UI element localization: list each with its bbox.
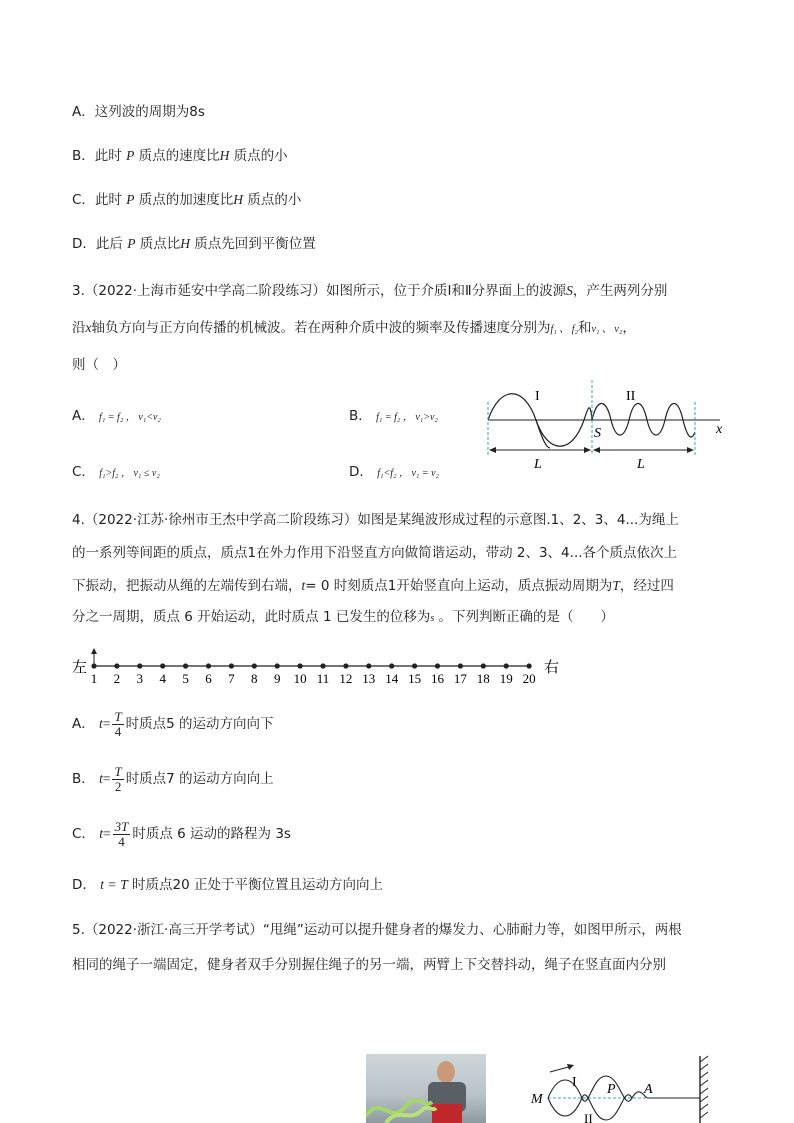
rope-particle-number: 7 xyxy=(228,671,235,686)
label-length-2: L xyxy=(637,457,645,472)
q2-option-d: D．此后 P 质点比H 质点先回到平衡位置 xyxy=(72,236,316,252)
label-ii: II xyxy=(584,1111,593,1123)
label-length-1: L xyxy=(534,457,542,472)
label-x-axis: x xyxy=(716,422,723,437)
rope-right xyxy=(386,1108,436,1123)
q3-wave-figure xyxy=(484,380,734,472)
rope-particle xyxy=(160,663,165,668)
up-arrow-icon xyxy=(91,648,97,654)
rope-particle-number: 18 xyxy=(476,671,490,686)
q4-option-b: B． t= $\frac{T}{2}$ 时质点7 的运动方向向上 xyxy=(72,763,274,794)
arrowhead-icon xyxy=(489,447,496,453)
q3-option-d: D． f₁<f₂ ， v₁ = v₂ xyxy=(349,464,440,480)
q4-rope-figure xyxy=(70,647,570,687)
arrowhead-icon xyxy=(584,447,591,453)
q3-stem-line1: 3.（2022·上海市延安中学高二阶段练习）如图所示，位于介质Ⅰ和Ⅱ分界面上的波源S，产生两列分别 xyxy=(72,283,668,299)
q3-option-b: B． f₁ = f₂ ， v₁>v₂ xyxy=(349,408,438,424)
rope-particle-number: 12 xyxy=(339,671,353,686)
q5-rope-wave-diagram xyxy=(528,1054,718,1123)
rope-particle-number: 20 xyxy=(522,671,536,686)
person-head xyxy=(437,1061,455,1083)
q5-stem-line2: 相同的绳子一端固定，健身者双手分别握住绳子的另一端，两臂上下交替抖动，绳子在竖直面内分别 xyxy=(72,957,666,973)
q4-stem-line1: 4.（2022·江苏·徐州市王杰中学高二阶段练习）如图是某绳波形成过程的示意图.1、2、3、4...为绳上 xyxy=(72,512,679,528)
rope-particle-number: 4 xyxy=(159,671,166,686)
rope-particle xyxy=(435,663,440,668)
q4-option-a: A． t= $\frac{T}{4}$ 时质点5 的运动方向向下 xyxy=(72,708,274,739)
label-p: P xyxy=(607,1082,616,1097)
fraction: $\frac{T}{2}$ xyxy=(114,763,122,794)
rope-particle-number: 2 xyxy=(113,671,121,686)
rope-particle-number: 6 xyxy=(205,671,212,686)
rope-particle xyxy=(91,663,96,668)
rope-particle-number: 14 xyxy=(385,671,399,686)
label-left: 左 xyxy=(72,660,88,676)
rope-particle-number: 17 xyxy=(453,671,467,686)
battle-rope-photo xyxy=(366,1054,486,1123)
q3-stem-line2: 沿x轴负方向与正方向传播的机械波。若在两种介质中波的频率及传播速度分别为f₁ 、 f₂和v₁ 、 v₂， xyxy=(72,320,636,336)
label-a: A xyxy=(644,1082,653,1097)
rope-particle xyxy=(298,663,303,668)
rope-particle xyxy=(206,663,211,668)
label-medium-ii: II xyxy=(626,389,636,404)
rope-particle xyxy=(481,663,486,668)
rope-particle xyxy=(137,663,142,668)
rope-particle xyxy=(275,663,280,668)
rope-particle xyxy=(252,663,257,668)
rope-particle-number: 10 xyxy=(293,671,307,686)
fraction: $\frac{T}{4}$ xyxy=(114,708,122,739)
q4-stem-line4: 分之一周期，质点 6 开始运动，此时质点 1 已发生的位移为s 。下列判断正确的是（ ） xyxy=(72,609,615,625)
rope-particle xyxy=(458,663,463,668)
rope-particle xyxy=(412,663,417,668)
q2-option-c: C．此时 P 质点的加速度比H 质点的小 xyxy=(72,192,302,208)
rope-particle xyxy=(504,663,509,668)
rope-particle-number: 3 xyxy=(136,671,144,686)
rope-particle xyxy=(527,663,532,668)
q2-option-b: B．此时 P 质点的速度比H 质点的小 xyxy=(72,148,288,164)
rope-particle-number: 9 xyxy=(273,671,281,686)
rope-particle-number: 5 xyxy=(182,671,189,686)
label-right: 右 xyxy=(544,660,560,676)
rope-particle-number: 15 xyxy=(408,671,422,686)
rope-particle xyxy=(366,663,371,668)
rope-particle xyxy=(229,663,234,668)
q2-option-a: A．这列波的周期为8s xyxy=(72,104,205,120)
arrowhead-icon xyxy=(687,447,694,453)
q3-option-a: A． f₁ = f₂ ， v₁<v₂ xyxy=(72,408,161,424)
label-i: I xyxy=(572,1075,577,1090)
label-m: M xyxy=(531,1092,543,1107)
rope-particle xyxy=(114,663,119,668)
rope-particle-number: 19 xyxy=(499,671,513,686)
q3-stem-line3: 则（ ） xyxy=(72,357,126,373)
q4-option-c: C． t= $\frac{3T}{4}$ 时质点 6 运动的路程为 3s xyxy=(72,818,291,849)
rope-particle xyxy=(389,663,394,668)
rope-particle-number: 1 xyxy=(90,671,98,686)
wave-upper xyxy=(548,1076,648,1101)
wall-hatching xyxy=(700,1056,708,1118)
fraction: $\frac{3T}{4}$ xyxy=(114,818,129,849)
q5-stem-line1: 5.（2022·浙江·高三开学考试）“甩绳”运动可以提升健身者的爆发力、心肺耐力等，如图甲所示，两根 xyxy=(72,922,682,938)
q3-option-c: C． f₁>f₂ ， v₁ ≤ v₂ xyxy=(72,464,160,480)
rope-particle-number: 8 xyxy=(251,671,258,686)
rope-particle-number: 16 xyxy=(431,671,444,686)
arrowhead-icon xyxy=(593,447,600,453)
rope-particle xyxy=(320,663,325,668)
person-shorts xyxy=(432,1104,462,1123)
label-source-s: S xyxy=(594,426,601,441)
rope-particle-number: 13 xyxy=(362,671,376,686)
q4-stem-line3: 下振动，把振动从绳的左端传到右端，t= 0 时刻质点1开始竖直向上运动，质点振动周期为T，经过四 xyxy=(72,578,674,594)
q4-stem-line2: 的一系列等间距的质点，质点1在外力作用下沿竖直方向做简谐运动，带动 2、3、4...各个质点依次上 xyxy=(72,545,678,561)
label-medium-i: I xyxy=(535,389,540,404)
rope-particle xyxy=(183,663,188,668)
q4-option-d: D． t = T 时质点20 正处于平衡位置且运动方向向上 xyxy=(72,877,383,893)
arrowhead-icon xyxy=(567,1064,574,1070)
rope-particle xyxy=(343,663,348,668)
rope-particle-number: 11 xyxy=(316,671,330,686)
